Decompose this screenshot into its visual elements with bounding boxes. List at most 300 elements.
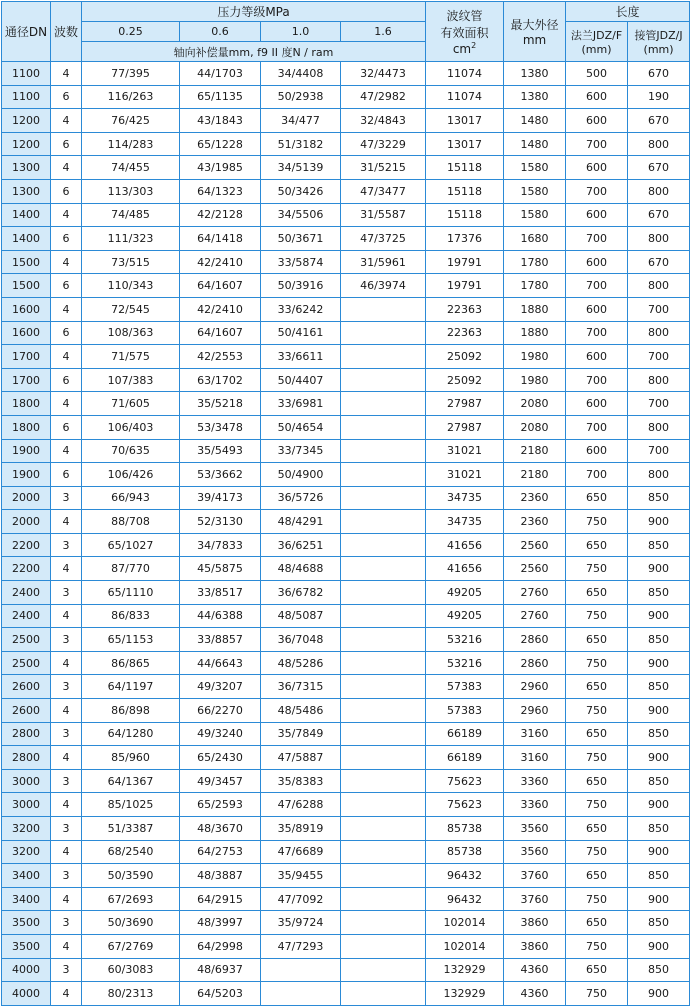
cell-p10: 33/6611 <box>261 345 341 369</box>
cell-waves: 4 <box>51 156 82 180</box>
cell-p16: 47/3725 <box>341 227 426 251</box>
cell-dn: 3400 <box>2 864 51 888</box>
cell-dn: 4000 <box>2 982 51 1006</box>
cell-outer-diameter: 2760 <box>504 604 566 628</box>
cell-p025: 80/2313 <box>82 982 180 1006</box>
cell-outer-diameter: 1480 <box>504 132 566 156</box>
cell-weld-length: 850 <box>628 817 690 841</box>
cell-p10: 47/7293 <box>261 934 341 958</box>
cell-flange-length: 650 <box>566 486 628 510</box>
header-pressure-0-25: 0.25 <box>82 22 180 42</box>
cell-area: 96432 <box>426 864 504 888</box>
cell-weld-length: 800 <box>628 227 690 251</box>
cell-dn: 1900 <box>2 439 51 463</box>
cell-p025: 86/898 <box>82 699 180 723</box>
cell-flange-length: 650 <box>566 769 628 793</box>
cell-p16 <box>341 958 426 982</box>
cell-area: 53216 <box>426 651 504 675</box>
cell-waves: 4 <box>51 392 82 416</box>
cell-p06: 64/1418 <box>180 227 261 251</box>
cell-p16 <box>341 887 426 911</box>
cell-outer-diameter: 2080 <box>504 415 566 439</box>
cell-dn: 3000 <box>2 793 51 817</box>
cell-dn: 2200 <box>2 557 51 581</box>
cell-waves: 6 <box>51 274 82 298</box>
cell-p06: 43/1985 <box>180 156 261 180</box>
cell-outer-diameter: 1580 <box>504 179 566 203</box>
cell-outer-diameter: 2080 <box>504 392 566 416</box>
cell-p06: 65/1135 <box>180 85 261 109</box>
cell-p06: 42/2128 <box>180 203 261 227</box>
cell-outer-diameter: 3160 <box>504 722 566 746</box>
cell-p10: 34/477 <box>261 109 341 133</box>
cell-flange-length: 750 <box>566 746 628 770</box>
cell-p10: 47/5887 <box>261 746 341 770</box>
cell-p16: 32/4843 <box>341 109 426 133</box>
cell-area: 132929 <box>426 958 504 982</box>
table-row <box>2 274 690 298</box>
header-axial-compensation: 轴向补偿量mm, f9 II 度N / ram <box>82 42 426 62</box>
cell-weld-length: 670 <box>628 109 690 133</box>
cell-flange-length: 750 <box>566 604 628 628</box>
cell-dn: 1300 <box>2 156 51 180</box>
cell-dn: 1700 <box>2 368 51 392</box>
cell-p16: 31/5961 <box>341 250 426 274</box>
cell-p025: 70/635 <box>82 439 180 463</box>
cell-dn: 3000 <box>2 769 51 793</box>
cell-flange-length: 600 <box>566 85 628 109</box>
cell-dn: 1500 <box>2 274 51 298</box>
cell-flange-length: 750 <box>566 651 628 675</box>
cell-weld-length: 900 <box>628 793 690 817</box>
cell-waves: 6 <box>51 321 82 345</box>
cell-p025: 65/1110 <box>82 581 180 605</box>
cell-area: 41656 <box>426 557 504 581</box>
cell-flange-length: 650 <box>566 675 628 699</box>
header-flange-length: 法兰JDZ/F (mm) <box>566 22 628 62</box>
cell-area: 11074 <box>426 62 504 86</box>
cell-dn: 3200 <box>2 840 51 864</box>
cell-weld-length: 850 <box>628 675 690 699</box>
cell-outer-diameter: 1980 <box>504 345 566 369</box>
cell-weld-length: 800 <box>628 368 690 392</box>
table-row <box>2 769 690 793</box>
table-row <box>2 840 690 864</box>
cell-p06: 34/7833 <box>180 533 261 557</box>
cell-area: 53216 <box>426 628 504 652</box>
cell-outer-diameter: 3360 <box>504 769 566 793</box>
cell-flange-length: 700 <box>566 368 628 392</box>
cell-waves: 4 <box>51 651 82 675</box>
cell-p025: 65/1027 <box>82 533 180 557</box>
cell-flange-length: 750 <box>566 887 628 911</box>
cell-flange-length: 700 <box>566 274 628 298</box>
table-row <box>2 179 690 203</box>
cell-p06: 42/2410 <box>180 297 261 321</box>
cell-outer-diameter: 3160 <box>504 746 566 770</box>
cell-area: 15118 <box>426 179 504 203</box>
cell-weld-length: 900 <box>628 699 690 723</box>
table-row <box>2 109 690 133</box>
cell-outer-diameter: 1480 <box>504 109 566 133</box>
cell-weld-length: 850 <box>628 911 690 935</box>
cell-p10: 34/5139 <box>261 156 341 180</box>
cell-p16: 32/4473 <box>341 62 426 86</box>
table-row <box>2 699 690 723</box>
cell-waves: 4 <box>51 203 82 227</box>
cell-weld-length: 700 <box>628 345 690 369</box>
cell-weld-length: 800 <box>628 132 690 156</box>
table-row <box>2 463 690 487</box>
cell-p10: 50/3916 <box>261 274 341 298</box>
cell-area: 22363 <box>426 321 504 345</box>
cell-weld-length: 670 <box>628 62 690 86</box>
cell-p16 <box>341 840 426 864</box>
cell-area: 31021 <box>426 439 504 463</box>
cell-p16 <box>341 345 426 369</box>
cell-p10: 34/5506 <box>261 203 341 227</box>
header-area-line1: 波纹管 <box>446 9 483 23</box>
cell-outer-diameter: 1780 <box>504 250 566 274</box>
cell-dn: 1300 <box>2 179 51 203</box>
table-row <box>2 911 690 935</box>
cell-weld-length: 900 <box>628 651 690 675</box>
cell-p025: 113/303 <box>82 179 180 203</box>
cell-waves: 4 <box>51 746 82 770</box>
cell-flange-length: 600 <box>566 392 628 416</box>
table-row <box>2 392 690 416</box>
cell-p16 <box>341 651 426 675</box>
table-row <box>2 510 690 534</box>
table-row <box>2 651 690 675</box>
table-row <box>2 982 690 1006</box>
cell-area: 49205 <box>426 581 504 605</box>
cell-flange-length: 750 <box>566 510 628 534</box>
cell-p10: 35/8919 <box>261 817 341 841</box>
cell-p16 <box>341 722 426 746</box>
cell-p06: 65/2593 <box>180 793 261 817</box>
cell-waves: 4 <box>51 604 82 628</box>
cell-p16 <box>341 463 426 487</box>
cell-p025: 85/1025 <box>82 793 180 817</box>
cell-weld-length: 900 <box>628 604 690 628</box>
cell-p06: 64/1607 <box>180 274 261 298</box>
cell-flange-length: 700 <box>566 321 628 345</box>
cell-p025: 116/263 <box>82 85 180 109</box>
cell-flange-length: 650 <box>566 817 628 841</box>
cell-flange-length: 650 <box>566 911 628 935</box>
table-row <box>2 132 690 156</box>
cell-area: 19791 <box>426 250 504 274</box>
table-row <box>2 557 690 581</box>
cell-weld-length: 850 <box>628 722 690 746</box>
cell-outer-diameter: 2180 <box>504 439 566 463</box>
cell-outer-diameter: 1580 <box>504 203 566 227</box>
cell-p025: 64/1367 <box>82 769 180 793</box>
cell-flange-length: 600 <box>566 297 628 321</box>
cell-p10: 51/3182 <box>261 132 341 156</box>
cell-p025: 108/363 <box>82 321 180 345</box>
cell-waves: 3 <box>51 533 82 557</box>
cell-outer-diameter: 1780 <box>504 274 566 298</box>
cell-flange-length: 750 <box>566 557 628 581</box>
cell-area: 85738 <box>426 817 504 841</box>
cell-p06: 49/3207 <box>180 675 261 699</box>
cell-p025: 73/515 <box>82 250 180 274</box>
cell-flange-length: 700 <box>566 463 628 487</box>
cell-waves: 6 <box>51 368 82 392</box>
cell-p06: 35/5493 <box>180 439 261 463</box>
cell-p10: 47/6288 <box>261 793 341 817</box>
cell-dn: 2500 <box>2 628 51 652</box>
cell-weld-length: 900 <box>628 982 690 1006</box>
table-row <box>2 62 690 86</box>
cell-p16 <box>341 793 426 817</box>
cell-p06: 65/1228 <box>180 132 261 156</box>
cell-outer-diameter: 2760 <box>504 581 566 605</box>
cell-outer-diameter: 3360 <box>504 793 566 817</box>
cell-p10: 47/6689 <box>261 840 341 864</box>
cell-p025: 67/2769 <box>82 934 180 958</box>
cell-p025: 72/545 <box>82 297 180 321</box>
cell-p10 <box>261 958 341 982</box>
cell-p025: 64/1280 <box>82 722 180 746</box>
cell-p06: 65/2430 <box>180 746 261 770</box>
cell-p025: 86/833 <box>82 604 180 628</box>
cell-flange-length: 650 <box>566 722 628 746</box>
header-pressure-0-6: 0.6 <box>180 22 261 42</box>
cell-p16 <box>341 911 426 935</box>
cell-flange-length: 600 <box>566 439 628 463</box>
cell-waves: 3 <box>51 628 82 652</box>
header-pressure-1-6: 1.6 <box>341 22 426 42</box>
table-row <box>2 486 690 510</box>
cell-p10: 33/6981 <box>261 392 341 416</box>
cell-p10: 33/7345 <box>261 439 341 463</box>
table-row <box>2 321 690 345</box>
cell-waves: 3 <box>51 486 82 510</box>
cell-flange-length: 750 <box>566 840 628 864</box>
cell-dn: 1500 <box>2 250 51 274</box>
cell-flange-length: 600 <box>566 250 628 274</box>
table-row <box>2 817 690 841</box>
cell-waves: 6 <box>51 179 82 203</box>
cell-dn: 1800 <box>2 415 51 439</box>
cell-flange-length: 650 <box>566 533 628 557</box>
cell-p10: 48/5286 <box>261 651 341 675</box>
cell-area: 85738 <box>426 840 504 864</box>
cell-flange-length: 650 <box>566 864 628 888</box>
cell-area: 19791 <box>426 274 504 298</box>
cell-p025: 114/283 <box>82 132 180 156</box>
cell-p16 <box>341 321 426 345</box>
cell-weld-length: 900 <box>628 557 690 581</box>
cell-waves: 6 <box>51 463 82 487</box>
cell-area: 132929 <box>426 982 504 1006</box>
cell-p10: 35/7849 <box>261 722 341 746</box>
cell-area: 66189 <box>426 746 504 770</box>
cell-p06: 35/5218 <box>180 392 261 416</box>
cell-p06: 48/6937 <box>180 958 261 982</box>
cell-p10: 48/5087 <box>261 604 341 628</box>
cell-weld-length: 700 <box>628 439 690 463</box>
cell-p025: 64/1197 <box>82 675 180 699</box>
cell-waves: 4 <box>51 510 82 534</box>
cell-waves: 4 <box>51 887 82 911</box>
table-row <box>2 227 690 251</box>
cell-area: 96432 <box>426 887 504 911</box>
cell-p06: 33/8517 <box>180 581 261 605</box>
cell-p025: 87/770 <box>82 557 180 581</box>
cell-waves: 4 <box>51 840 82 864</box>
cell-waves: 6 <box>51 132 82 156</box>
table-row <box>2 934 690 958</box>
cell-p16 <box>341 510 426 534</box>
table-row <box>2 604 690 628</box>
table-row <box>2 675 690 699</box>
cell-area: 25092 <box>426 368 504 392</box>
cell-waves: 3 <box>51 675 82 699</box>
cell-p025: 71/605 <box>82 392 180 416</box>
cell-waves: 6 <box>51 227 82 251</box>
cell-weld-length: 850 <box>628 628 690 652</box>
cell-dn: 1900 <box>2 463 51 487</box>
cell-p16: 46/3974 <box>341 274 426 298</box>
cell-waves: 6 <box>51 415 82 439</box>
cell-p025: 71/575 <box>82 345 180 369</box>
cell-outer-diameter: 4360 <box>504 982 566 1006</box>
cell-p025: 67/2693 <box>82 887 180 911</box>
cell-weld-length: 700 <box>628 297 690 321</box>
cell-waves: 3 <box>51 581 82 605</box>
cell-p16 <box>341 368 426 392</box>
cell-area: 34735 <box>426 510 504 534</box>
cell-waves: 6 <box>51 85 82 109</box>
cell-waves: 4 <box>51 250 82 274</box>
cell-p16 <box>341 982 426 1006</box>
cell-p10: 50/4161 <box>261 321 341 345</box>
cell-weld-length: 800 <box>628 274 690 298</box>
table-row <box>2 628 690 652</box>
cell-weld-length: 850 <box>628 486 690 510</box>
cell-p10: 33/6242 <box>261 297 341 321</box>
cell-area: 15118 <box>426 156 504 180</box>
table-row <box>2 297 690 321</box>
table-row <box>2 722 690 746</box>
table-row <box>2 439 690 463</box>
cell-p16 <box>341 746 426 770</box>
cell-p16 <box>341 557 426 581</box>
cell-outer-diameter: 2360 <box>504 510 566 534</box>
cell-dn: 1100 <box>2 62 51 86</box>
cell-outer-diameter: 4360 <box>504 958 566 982</box>
cell-p025: 88/708 <box>82 510 180 534</box>
cell-p16 <box>341 392 426 416</box>
cell-area: 11074 <box>426 85 504 109</box>
cell-p025: 65/1153 <box>82 628 180 652</box>
cell-p16 <box>341 864 426 888</box>
cell-flange-length: 500 <box>566 62 628 86</box>
cell-p10: 36/5726 <box>261 486 341 510</box>
cell-p06: 66/2270 <box>180 699 261 723</box>
cell-p025: 66/943 <box>82 486 180 510</box>
table-row <box>2 415 690 439</box>
cell-p10: 36/6782 <box>261 581 341 605</box>
cell-dn: 1600 <box>2 297 51 321</box>
cell-dn: 1200 <box>2 109 51 133</box>
cell-p06: 44/6388 <box>180 604 261 628</box>
cell-area: 34735 <box>426 486 504 510</box>
cell-weld-length: 900 <box>628 510 690 534</box>
header-pressure-1-0: 1.0 <box>261 22 341 42</box>
cell-p10: 50/4654 <box>261 415 341 439</box>
cell-outer-diameter: 1380 <box>504 62 566 86</box>
cell-outer-diameter: 2360 <box>504 486 566 510</box>
cell-p10: 47/7092 <box>261 887 341 911</box>
cell-flange-length: 600 <box>566 345 628 369</box>
cell-waves: 3 <box>51 864 82 888</box>
cell-weld-length: 850 <box>628 533 690 557</box>
cell-p025: 110/343 <box>82 274 180 298</box>
cell-p06: 48/3887 <box>180 864 261 888</box>
cell-dn: 1600 <box>2 321 51 345</box>
cell-p10: 36/7315 <box>261 675 341 699</box>
cell-p10 <box>261 982 341 1006</box>
header-max-outer-diameter <box>504 2 566 62</box>
cell-p06: 44/1703 <box>180 62 261 86</box>
cell-dn: 1200 <box>2 132 51 156</box>
cell-weld-length: 900 <box>628 840 690 864</box>
cell-area: 66189 <box>426 722 504 746</box>
cell-area: 75623 <box>426 769 504 793</box>
cell-waves: 4 <box>51 982 82 1006</box>
cell-p025: 74/485 <box>82 203 180 227</box>
cell-area: 22363 <box>426 297 504 321</box>
cell-weld-length: 800 <box>628 463 690 487</box>
cell-p10: 48/4688 <box>261 557 341 581</box>
cell-p025: 107/383 <box>82 368 180 392</box>
cell-weld-length: 900 <box>628 887 690 911</box>
table-row <box>2 156 690 180</box>
cell-p06: 49/3240 <box>180 722 261 746</box>
cell-dn: 2600 <box>2 675 51 699</box>
cell-flange-length: 700 <box>566 179 628 203</box>
cell-flange-length: 650 <box>566 628 628 652</box>
table-row <box>2 368 690 392</box>
cell-weld-length: 900 <box>628 934 690 958</box>
cell-p16: 31/5215 <box>341 156 426 180</box>
cell-outer-diameter: 2960 <box>504 675 566 699</box>
cell-flange-length: 600 <box>566 156 628 180</box>
cell-outer-diameter: 2960 <box>504 699 566 723</box>
cell-dn: 3500 <box>2 911 51 935</box>
cell-p06: 49/3457 <box>180 769 261 793</box>
cell-p06: 42/2410 <box>180 250 261 274</box>
cell-area: 102014 <box>426 934 504 958</box>
cell-p16: 47/2982 <box>341 85 426 109</box>
header-weld-length: 接管JDZ/J (mm) <box>628 22 690 62</box>
cell-dn: 2000 <box>2 510 51 534</box>
cell-outer-diameter: 3560 <box>504 840 566 864</box>
cell-dn: 1400 <box>2 203 51 227</box>
cell-waves: 4 <box>51 699 82 723</box>
compensator-spec-table <box>1 1 690 1006</box>
cell-dn: 1800 <box>2 392 51 416</box>
cell-p16: 31/5587 <box>341 203 426 227</box>
cell-p16 <box>341 604 426 628</box>
cell-p06: 63/1702 <box>180 368 261 392</box>
cell-flange-length: 600 <box>566 203 628 227</box>
